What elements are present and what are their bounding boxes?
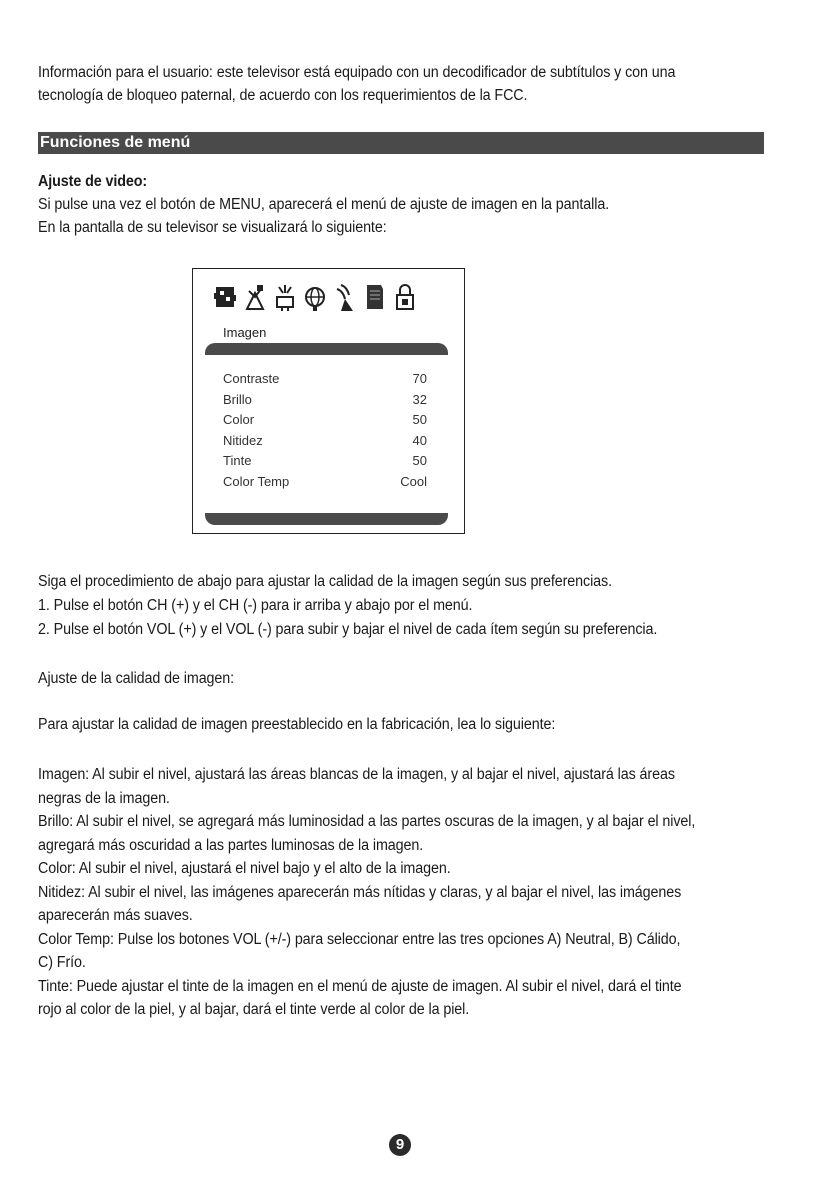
menu-header-bar xyxy=(205,343,448,355)
menu-footer-bar xyxy=(205,513,448,525)
procedure-line-2: 1. Pulse el botón CH (+) y el CH (-) para ir arriba y abajo por el menú. xyxy=(38,597,473,614)
preset-line: Para ajustar la calidad de imagen preestablecido en la fabricación, lea lo siguiente: xyxy=(38,716,556,733)
video-adjust-line-2: En la pantalla de su televisor se visualizará lo siguiente: xyxy=(38,219,387,236)
video-adjust-heading: Ajuste de video: xyxy=(38,173,148,190)
menu-item-value: 50 xyxy=(412,412,427,427)
sound-icon xyxy=(243,281,267,313)
desc-nitidez-1: Nitidez: Al subir el nivel, las imágenes aparecerán más nítidas y claras, y al bajar el nivel, las imágenes xyxy=(38,884,682,901)
desc-imagen-1: Imagen: Al subir el nivel, ajustará las áreas blancas de la imagen, y al bajar el nivel, ajustará las áreas xyxy=(38,766,675,783)
menu-item-label: Contraste xyxy=(223,371,280,386)
desc-tinte-1: Tinte: Puede ajustar el tinte de la imagen en el menú de ajuste de imagen. Al subir el nivel, dará el tinte xyxy=(38,978,682,995)
menu-item-tinte xyxy=(223,451,427,472)
desc-imagen-2: negras de la imagen. xyxy=(38,790,170,807)
tv-menu-illustration xyxy=(192,268,465,534)
desc-tinte-2: rojo al color de la piel, y al bajar, dará el tinte verde al color de la piel. xyxy=(38,1001,470,1018)
menu-title: Imagen xyxy=(223,325,267,340)
document-icon xyxy=(363,281,387,313)
desc-nitidez-2: aparecerán más suaves. xyxy=(38,907,193,924)
procedure-line-3: 2. Pulse el botón VOL (+) y el VOL (-) para subir y bajar el nivel de cada ítem según su preferencia. xyxy=(38,621,658,638)
menu-item-label: Color xyxy=(223,412,255,427)
menu-item-label: Tinte xyxy=(223,453,252,468)
menu-item-label: Color Temp xyxy=(223,473,290,489)
menu-item-value: 70 xyxy=(412,371,427,386)
menu-item-value: 40 xyxy=(412,432,427,448)
menu-item-brillo xyxy=(223,390,427,411)
menu-item-nitidez xyxy=(223,431,427,452)
desc-color-temp-2: C) Frío. xyxy=(38,954,86,971)
picture-icon xyxy=(213,281,237,313)
desc-color: Color: Al subir el nivel, ajustará el nivel bajo y el alto de la imagen. xyxy=(38,860,451,877)
channel-icon xyxy=(303,281,327,313)
quality-heading: Ajuste de la calidad de imagen: xyxy=(38,670,235,687)
desc-brillo-2: agregará más oscuridad a las partes luminosas de la imagen. xyxy=(38,837,424,854)
function-icon xyxy=(273,281,297,313)
menu-item-value: Cool xyxy=(400,473,427,489)
desc-color-temp-1: Color Temp: Pulse los botones VOL (+/-) para seleccionar entre las tres opciones A) Neutral, B) Cálido, xyxy=(38,931,681,948)
page-number: 9 xyxy=(389,1134,411,1156)
menu-item-label: Nitidez xyxy=(223,432,263,448)
menu-item-contraste xyxy=(223,369,427,390)
section-title: Funciones de menú xyxy=(40,134,191,151)
menu-item-value: 32 xyxy=(412,391,427,407)
lock-icon xyxy=(393,281,417,313)
intro-line-1: Información para el usuario: este televisor está equipado con un decodificador de subtítulos y con una xyxy=(38,64,676,81)
menu-item-color xyxy=(223,410,427,431)
menu-icon-row xyxy=(213,281,417,317)
menu-item-value: 50 xyxy=(412,453,427,468)
menu-item-label: Brillo xyxy=(223,391,252,407)
satellite-icon xyxy=(333,281,357,313)
video-adjust-line-1: Si pulse una vez el botón de MENU, aparecerá el menú de ajuste de imagen en la pantalla. xyxy=(38,196,610,213)
intro-line-2: tecnología de bloqueo paternal, de acuerdo con los requerimientos de la FCC. xyxy=(38,87,528,104)
desc-brillo-1: Brillo: Al subir el nivel, se agregará más luminosidad a las partes oscuras de la imagen, y al bajar el nivel, xyxy=(38,813,696,830)
menu-item-color-temp xyxy=(223,472,427,493)
section-title-bar xyxy=(38,132,764,154)
menu-item-list xyxy=(223,369,427,492)
procedure-line-1: Siga el procedimiento de abajo para ajustar la calidad de la imagen según sus preferencias. xyxy=(38,573,612,590)
